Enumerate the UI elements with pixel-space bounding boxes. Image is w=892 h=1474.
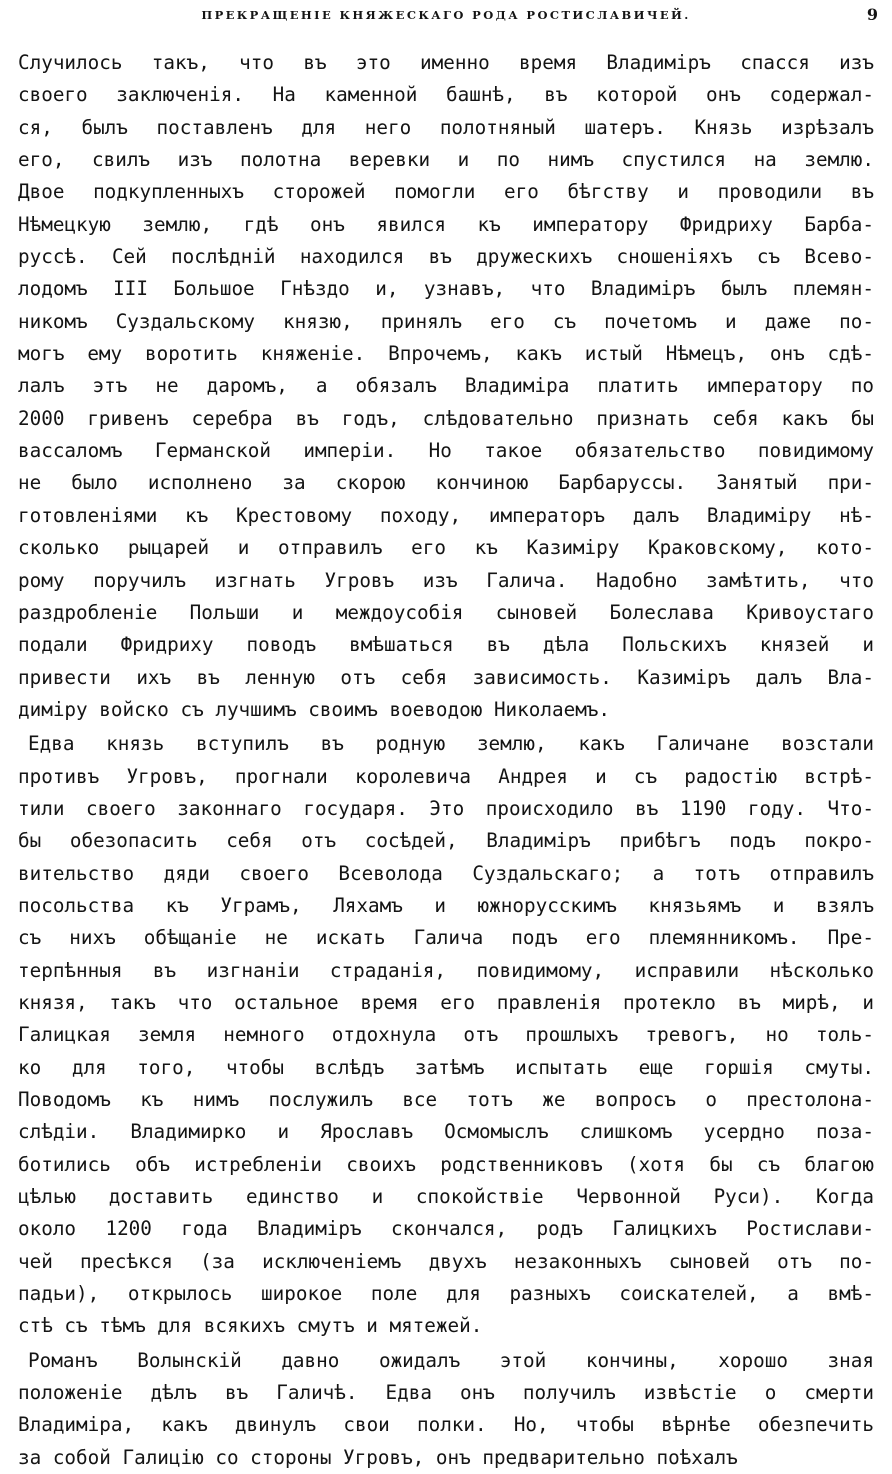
text-line: цѣлью доставить единство и спокойствіе Червонной Руси). Когда	[18, 1185, 874, 1209]
text-line: привести ихъ въ ленную отъ себя зависимость. Казиміръ далъ Вла-	[18, 665, 874, 689]
text-line: Поводомъ къ нимъ послужилъ все тотъ же вопросъ о престолона-	[18, 1088, 874, 1111]
text-line: раздробленіе Польши и междоусобія сыновей Болеслава Кривоустаго	[18, 600, 874, 624]
body-text	[18, 47, 874, 1474]
text-line: вассаломъ Германской имперіи. Но такое обязательство повидимому	[18, 439, 874, 463]
text-line: бы обезопасить себя отъ сосѣдей, Владиміръ прибѣгъ подъ покро-	[18, 829, 874, 853]
text-line: вительство дяди своего Всеволода Суздальскаго; а тотъ отправилъ	[18, 861, 874, 885]
text-line: Едва князь вступилъ въ родную землю, какъ Галичане возстали	[28, 732, 874, 756]
text-line: около 1200 года Владиміръ скончался, родъ Галицкихъ Ростислави-	[18, 1217, 874, 1241]
text-line: не было исполнено за скорою кончиною Барбаруссы. Занятый при-	[18, 471, 874, 495]
paragraph	[18, 47, 874, 726]
running-head	[0, 0, 892, 44]
text-line: слѣдіи. Владимирко и Ярославъ Осмомыслъ слишкомъ усердно поза-	[18, 1120, 874, 1144]
text-line: могъ ему воротить княженіе. Впрочемъ, какъ истый Нѣмецъ, онъ сдѣ-	[18, 342, 874, 366]
text-line: за собой Галицію со стороны Угровъ, онъ предварительно поѣхалъ	[18, 1445, 738, 1469]
text-line: ся, былъ поставленъ для него полотняный шатеръ. Князь изрѣзалъ	[18, 115, 874, 139]
text-line: ко для того, чтобы вслѣдъ затѣмъ испытать еще горшія смуты.	[18, 1055, 874, 1079]
text-line: Галицкая земля немного отдохнула отъ прошлыхъ тревогъ, но толь-	[18, 1023, 874, 1047]
paragraph	[18, 728, 874, 1343]
text-line: 2000 гривенъ серебра въ годъ, слѣдовательно признать себя какъ бы	[18, 406, 874, 430]
text-line: никомъ Суздальскому князю, принялъ его съ почетомъ и даже по-	[18, 309, 874, 333]
text-line: рому поручилъ изгнать Угровъ изъ Галича. Надобно замѣтить, что	[18, 568, 874, 592]
text-line: терпѣнныя въ изгнаніи страданія, повидимому, исправили нѣсколько	[18, 958, 874, 982]
text-line: его, свилъ изъ полотна веревки и по нимъ спустился на землю.	[18, 148, 874, 172]
text-line: посольства къ Уграмъ, Ляхамъ и южнорусскимъ князьямъ и взялъ	[18, 893, 874, 917]
text-line: положеніе дѣлъ въ Галичѣ. Едва онъ получилъ извѣстіе о смерти	[18, 1381, 874, 1405]
text-line: лалъ этъ не даромъ, а обязалъ Владиміра платить императору по	[18, 374, 874, 398]
text-line: руссѣ. Сей послѣдній находился въ дружескихъ сношеніяхъ съ Всево-	[18, 245, 874, 269]
text-line: лодомъ III Большое Гнѣздо и, узнавъ, что Владиміръ былъ племян-	[18, 277, 874, 301]
text-line: ботились объ истребленіи своихъ родственниковъ (хотя бы съ благою	[18, 1152, 874, 1176]
text-line: падьи), открылось широкое поле для разныхъ соискателей, а вмѣ-	[18, 1282, 874, 1306]
text-line: подали Фридриху поводъ вмѣшаться въ дѣла Польскихъ князей и	[18, 633, 874, 657]
text-line: Владиміра, какъ двинулъ свои полки. Но, чтобы вѣрнѣе обезпечить	[18, 1413, 874, 1437]
text-line: съ нихъ обѣщаніе не искать Галича подъ его племянникомъ. Пре-	[18, 926, 874, 950]
text-line: сколько рыцарей и отправилъ его къ Казиміру Краковскому, кото-	[18, 536, 874, 560]
text-line: своего заключенія. На каменной башнѣ, въ которой онъ содержал-	[18, 83, 874, 107]
text-line: чей пресѣкся (за исключеніемъ двухъ незаконныхъ сыновей отъ по-	[18, 1249, 874, 1273]
running-title: ПРЕКРАЩЕНІЕ КНЯЖЕСКАГО РОДА РОСТИСЛАВИЧЕЙ.	[201, 8, 691, 22]
text-line: готовленіями къ Крестовому походу, императоръ далъ Владиміру нѣ-	[18, 503, 874, 527]
paragraph	[18, 1345, 874, 1474]
text-line: диміру войско съ лучшимъ своимъ воеводою Николаемъ.	[18, 697, 611, 721]
text-line: Нѣмецкую землю, гдѣ онъ явился къ императору Фридриху Барба-	[18, 212, 874, 236]
text-line: стѣ съ тѣмъ для всякихъ смутъ и мятежей.	[18, 1314, 483, 1338]
text-line: Романъ Волынскій давно ожидалъ этой кончины, хорошо зная	[28, 1348, 874, 1372]
text-line: князя, такъ что остальное время его правленія протекло въ мирѣ, и	[18, 990, 874, 1014]
text-line: Случилось такъ, что въ это именно время Владиміръ спасся изъ	[18, 51, 874, 74]
text-line: тили своего законнаго государя. Это происходило въ 1190 году. Что-	[18, 796, 874, 820]
text-line: Двое подкупленныхъ сторожей помогли его бѣгству и проводили въ	[18, 180, 874, 204]
page-number: 9	[866, 5, 878, 24]
text-line: противъ Угровъ, прогнали королевича Андрея и съ радостію встрѣ-	[18, 764, 874, 788]
